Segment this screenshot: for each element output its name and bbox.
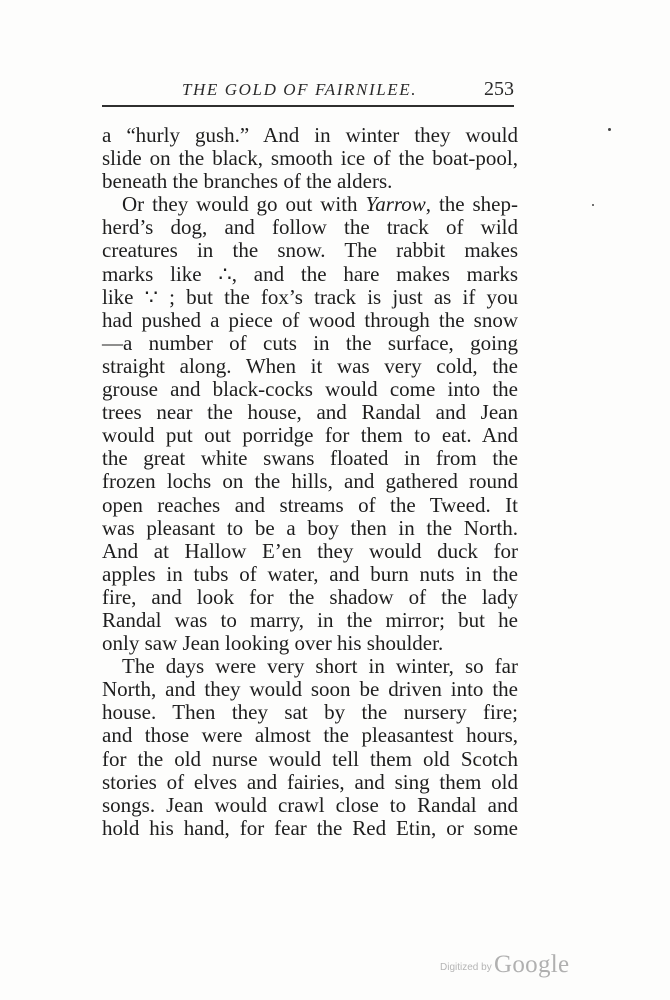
text-line: Randal was to marry, in the mirror; but he [102,607,518,632]
text-line: a “hurly gush.” And in winter they would [102,123,518,147]
text-line: the great white swans floated in from the [102,446,518,471]
text-line: North, and they would soon be driven into the [102,677,518,702]
text-line: —a number of cuts in the surface, going [102,330,518,355]
page-speck [608,128,611,131]
text-line: and those were almost the pleasantest hours, [102,723,518,748]
google-logo: Google [494,951,570,978]
text-line: apples in tubs of water, and burn nuts in the [102,561,518,586]
running-head [102,78,522,108]
text-line: beneath the branches of the alders. [102,169,393,194]
text-line: fire, and look for the shadow of the lady [102,584,518,609]
digitized-watermark [440,951,580,981]
text-line: like ∵ ; but the fox’s track is just as if you [102,284,518,309]
digitized-by-label: Digitized by [440,962,492,973]
text-line: house. Then they sat by the nursery fire; [102,700,518,725]
text-line: for the old nurse would tell them old Scotch [102,746,518,771]
text-line: only saw Jean looking over his shoulder. [102,631,444,656]
text-line: grouse and black-cocks would come into the [102,377,518,402]
text-line: had pushed a piece of wood through the snow [102,307,518,332]
text-line: would put out porridge for them to eat. And [102,423,518,448]
text-line: marks like ∴, and the hare makes marks [102,261,518,286]
text-line: straight along. When it was very cold, the [102,353,518,378]
text-line: slide on the black, smooth ice of the boat-pool, [102,146,518,171]
text-line: stories of elves and fairies, and sing them old [102,769,518,794]
text-line: And at Hallow E’en they would duck for [102,538,518,563]
text-line: frozen lochs on the hills, and gathered round [102,469,518,494]
text-line: hold his hand, for fear the Red Etin, or some [102,815,518,840]
text-line: trees near the house, and Randal and Jean [102,400,518,425]
text-line: The days were very short in winter, so far [122,654,518,679]
text-line: Or they would go out with Yarrow, the shep- [122,192,518,217]
body-text [102,124,518,840]
header-rule [102,105,514,107]
page-speck [592,204,594,206]
text-line: open reaches and streams of the Tweed. It [102,492,518,517]
running-title: THE GOLD OF FAIRNILEE. [182,80,418,99]
italic-name: Yarrow [365,192,426,217]
text-line: herd’s dog, and follow the track of wild [102,215,518,240]
text-line: songs. Jean would crawl close to Randal and [102,792,518,817]
text-line: creatures in the snow. The rabbit makes [102,238,518,263]
page-number: 253 [484,78,514,100]
text-line: was pleasant to be a boy then in the North. [102,515,518,540]
